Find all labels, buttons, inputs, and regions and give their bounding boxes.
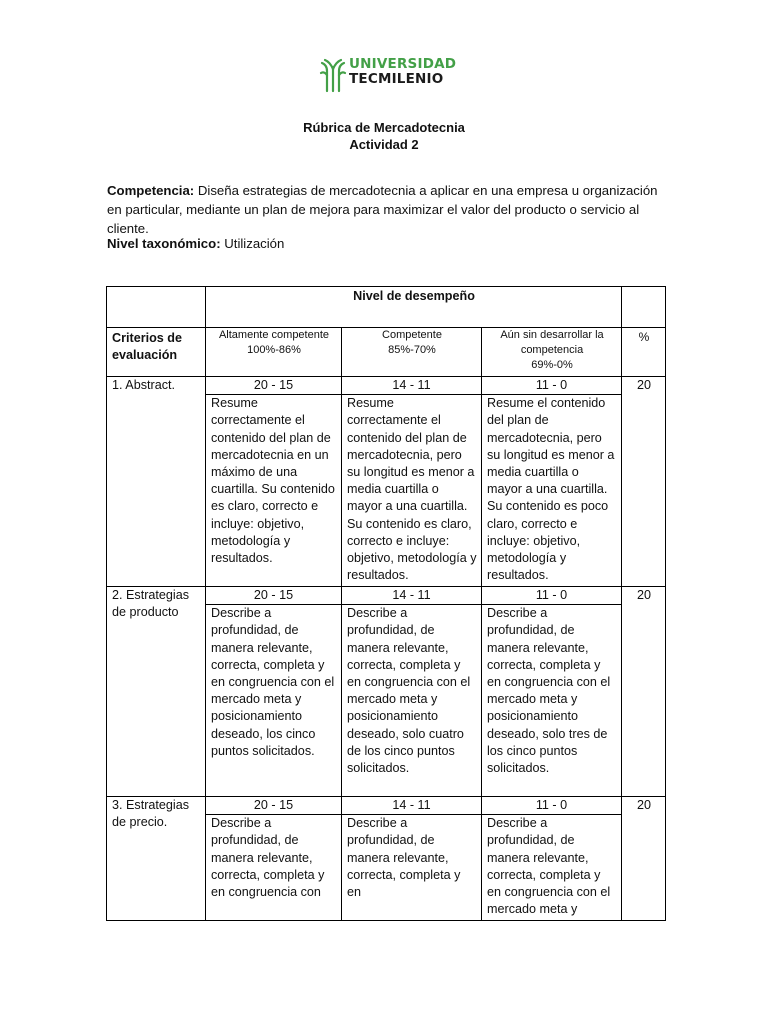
score-cell	[482, 587, 622, 797]
score-description: Resume correctamente el contenido del plan de mercadotecnia en un máximo de una cuartilla. Su contenido es claro, correcto e incluye: objetivo, metodología y resultados.	[211, 396, 335, 566]
percent-cell: 20	[622, 587, 666, 797]
level-range: 69%-0%	[531, 359, 573, 371]
percent-header: %	[622, 328, 666, 377]
logo-line1: UNIVERSIDAD	[349, 56, 457, 72]
criterion-cell: 3. Estrategias de precio.	[107, 797, 206, 921]
logo-line2: TECMILENIO	[349, 71, 444, 87]
nivel-label: Nivel taxonómico:	[107, 236, 221, 251]
table-row	[107, 797, 666, 921]
document-title: Rúbrica de Mercadotecnia	[303, 120, 465, 135]
score-description: Resume correctamente el contenido del plan de mercadotecnia, pero su longitud es menor a media cuartilla o mayor a una cuartilla. Su contenido es claro, correcto e incluye: objetivo, metodología y resultados.	[347, 396, 477, 583]
score-description: Describe a profundidad, de manera relevante, correcta, completa y en congruencia con el mercado meta y posicionamiento deseado, los cinco puntos solicitados.	[211, 606, 335, 758]
tecmilenio-logo-icon	[318, 57, 348, 93]
empty-header-cell	[107, 287, 206, 328]
score-description: Describe a profundidad, de manera relevante, correcta, completa y en congruencia con el mercado meta y posicionamiento deseado, solo cuatro de los cinco puntos solicitados.	[347, 606, 471, 776]
score-range: 11 - 0	[482, 587, 621, 605]
score-range: 20 - 15	[206, 587, 341, 605]
score-cell	[206, 587, 342, 797]
criterion-cell: 2. Estrategias de producto	[107, 587, 206, 797]
table-header-row-1	[107, 287, 666, 328]
level-header	[482, 328, 622, 377]
score-cell	[342, 377, 482, 587]
score-cell	[206, 797, 342, 921]
criterion-cell: 1. Abstract.	[107, 377, 206, 587]
percent-cell: 20	[622, 377, 666, 587]
score-cell	[482, 797, 622, 921]
score-range: 11 - 0	[482, 377, 621, 395]
score-description: Describe a profundidad, de manera relevante, correcta, completa y en	[347, 816, 461, 900]
level-header	[206, 328, 342, 377]
nivel-desempeno-header: Nivel de desempeño	[206, 287, 622, 328]
rubric-table	[106, 286, 666, 921]
score-cell	[342, 797, 482, 921]
nivel-value: Utilización	[220, 236, 285, 251]
level-range: 85%-70%	[388, 344, 436, 356]
score-range: 11 - 0	[482, 797, 621, 815]
score-description: Describe a profundidad, de manera relevante, correcta, completa y en congruencia con el mercado meta y	[487, 816, 611, 917]
score-range: 14 - 11	[342, 377, 481, 395]
table-header-row-2	[107, 328, 666, 377]
score-range: 20 - 15	[206, 377, 341, 395]
competencia-text: Diseña estrategias de mercadotecnia a aplicar en una empresa u organización en particular, mediante un plan de mejora para maximizar el valor del producto o servicio al cliente.	[107, 183, 658, 236]
table-row	[107, 587, 666, 797]
university-logo-text	[349, 57, 456, 87]
score-description: Describe a profundidad, de manera relevante, correcta, completa y en congruencia con	[211, 816, 325, 900]
level-range: 100%-86%	[247, 344, 301, 356]
document-subtitle: Actividad 2	[349, 137, 419, 152]
level-name: Aún sin desarrollar la competencia	[500, 329, 604, 356]
empty-header-cell	[622, 287, 666, 328]
competencia-label: Competencia:	[107, 183, 195, 198]
score-range: 20 - 15	[206, 797, 341, 815]
table-row	[107, 377, 666, 587]
level-name: Altamente competente	[218, 329, 330, 341]
nivel-paragraph	[107, 234, 667, 253]
competencia-paragraph	[107, 181, 667, 238]
score-range: 14 - 11	[342, 797, 481, 815]
criteria-header: Criterios de evaluación	[107, 328, 206, 377]
score-cell	[482, 377, 622, 587]
percent-cell: 20	[622, 797, 666, 921]
score-description: Resume el contenido del plan de mercadotecnia, pero su longitud es menor a media cuartilla o mayor a una cuartilla. Su contenido es poco claro, correcto e incluye: objetivo, metodología y resultados.	[487, 396, 615, 583]
score-description: Describe a profundidad, de manera relevante, correcta, completa y en congruencia con el mercado meta y posicionamiento deseado, solo tres de los cinco puntos solicitados.	[487, 606, 611, 776]
level-header	[342, 328, 482, 377]
level-name: Competente	[382, 329, 442, 341]
score-cell	[206, 377, 342, 587]
score-cell	[342, 587, 482, 797]
score-range: 14 - 11	[342, 587, 481, 605]
